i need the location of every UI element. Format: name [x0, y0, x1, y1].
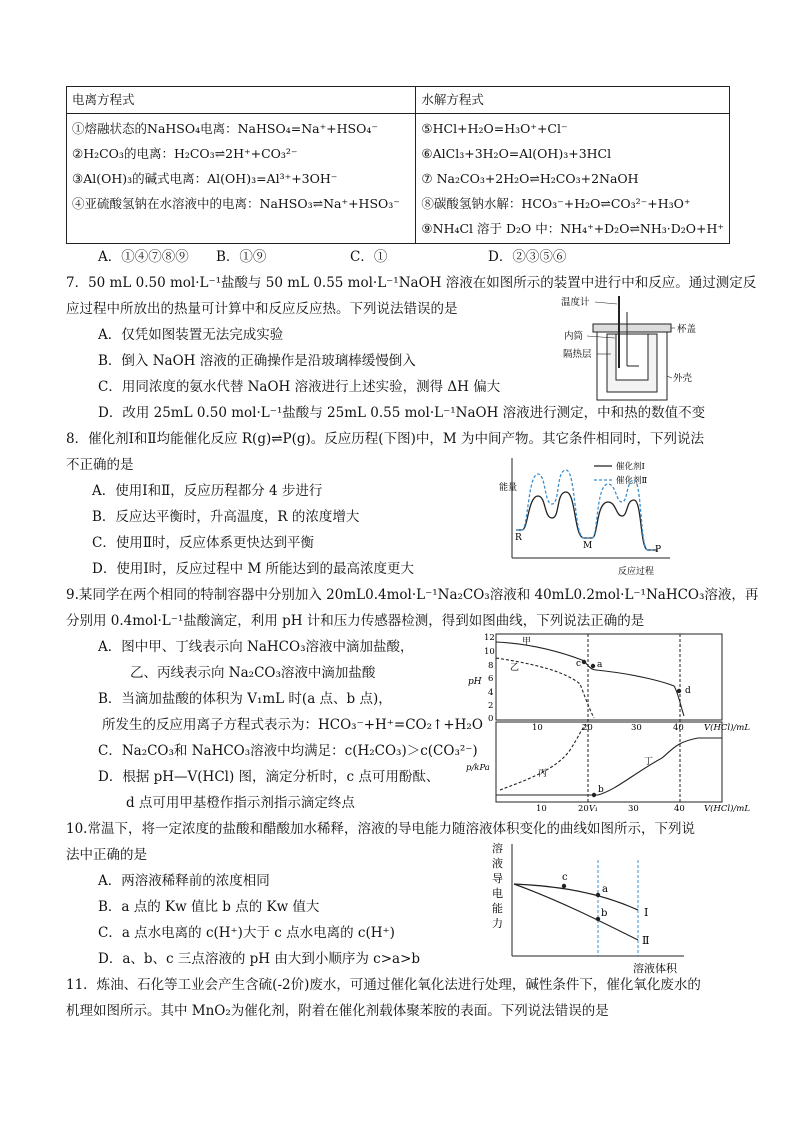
- point-b: [592, 793, 596, 797]
- q9-option-b-line1[interactable]: B．当滴加盐酸的体积为 V₁mL 时(a 点、b 点)，: [98, 691, 392, 707]
- v1-label: V₁: [589, 804, 598, 812]
- tick: 6: [488, 674, 494, 684]
- conductivity-axis-label: 溶液导电能力: [492, 842, 503, 930]
- point-a: [591, 664, 595, 668]
- label-jia: 甲: [522, 637, 532, 647]
- volume-axis-label: 溶液体积: [633, 962, 677, 975]
- table-header-hydrolysis: 水解方程式: [416, 87, 730, 114]
- legend-catalyst-1: 催化剂Ⅰ: [616, 462, 645, 472]
- ionization-column: [67, 114, 416, 244]
- tick: 0: [488, 714, 494, 724]
- calorimeter-figure: [555, 290, 705, 402]
- tick: 10: [484, 647, 495, 657]
- q6-option-c[interactable]: C．①: [350, 249, 388, 265]
- q11-stem-line2: 机理如图所示。其中 MnO₂为催化剂，附着在催化剂载体聚苯胺的表面。下列说法错误的是: [66, 1003, 609, 1019]
- q9-option-a-line1[interactable]: A．图中甲、丁线表示向 NaHCO₃溶液中滴加盐酸，: [98, 639, 414, 655]
- label-b: b: [598, 785, 604, 795]
- q10-option-a[interactable]: A．两溶液稀释前的浓度相同: [98, 873, 270, 889]
- tick: 2: [488, 701, 494, 711]
- q8-stem-line1: 8．催化剂Ⅰ和Ⅱ均能催化反应 R(g)⇌P(g)。反应历程(下图)中，M 为中间产物。其它条件相同时，下列说法: [66, 431, 704, 447]
- q7-option-a[interactable]: A．仅凭如图装置无法完成实验: [98, 327, 284, 343]
- q7-stem-line2: 应过程中所放出的热量可计算中和反应反应热。下列说法错误的是: [66, 301, 458, 317]
- lid-label: 杯盖: [677, 324, 697, 335]
- label-yi: 乙: [510, 663, 520, 673]
- label-c: c: [562, 872, 568, 883]
- q8-option-d[interactable]: D．使用Ⅰ时，反应过程中 M 所能达到的最高浓度更大: [92, 561, 415, 577]
- table-row: ⑧碳酸氢钠水解：HCO₃⁻+H₂O⇌CO₃²⁻+H₃O⁺: [421, 196, 691, 211]
- tick: 10: [532, 723, 543, 733]
- curve-II: [514, 884, 638, 940]
- legend-catalyst-2: 催化剂Ⅱ: [616, 476, 648, 486]
- ph-axis-label: pH: [468, 677, 482, 687]
- q7-stem-line1: 7．50 mL 0.50 mol·L⁻¹盐酸与 50 mL 0.55 mol·L⁻¹NaOH 溶液在如图所示的装置中进行中和反应。通过测定反: [66, 275, 757, 291]
- conductivity-figure: [488, 840, 688, 976]
- q6-option-a[interactable]: A．①④⑦⑧⑨: [98, 249, 189, 265]
- thermometer-label: 温度计: [561, 297, 590, 308]
- q9-option-d-line1[interactable]: D．根据 pH—V(HCl) 图，滴定分析时，c 点可用酚酞、: [98, 769, 440, 785]
- q9-option-d-line2: d 点可用甲基橙作指示剂指示滴定终点: [126, 795, 355, 811]
- tick: 10: [536, 804, 547, 812]
- q10-stem-line1: 10.常温下，将一定浓度的盐酸和醋酸加水稀释，溶液的导电能力随溶液体积变化的曲线如图所示，下列说: [66, 821, 695, 837]
- table-row: ①熔融状态的NaHSO₄电离：NaHSO₄=Na⁺+HSO₄⁻: [72, 121, 378, 136]
- q7-option-c[interactable]: C．用同浓度的氨水代替 NaOH 溶液进行上述实验，测得 ΔH 偏大: [98, 379, 501, 395]
- q6-option-b[interactable]: B．①⑨: [216, 249, 267, 265]
- q10-stem-line2: 法中正确的是: [66, 847, 147, 863]
- tick: 4: [488, 688, 494, 698]
- tick: 8: [488, 661, 494, 671]
- label-R: R: [515, 533, 522, 543]
- inner-label: 内筒: [564, 331, 584, 342]
- equation-table: [66, 86, 730, 244]
- point-c: [562, 884, 566, 888]
- insulation-label: 隔热层: [563, 349, 592, 360]
- point-c: [582, 660, 586, 664]
- q10-option-d[interactable]: D．a、b、c 三点溶液的 pH 由大到小顺序为 c>a>b: [98, 951, 421, 967]
- x-axis-label-bottom: V(HCl)/mL: [704, 804, 750, 812]
- point-d: [677, 689, 681, 693]
- energy-profile-figure: [498, 452, 688, 580]
- tick: 40: [674, 804, 685, 812]
- table-row: ⑥AlCl₃+3H₂O=Al(OH)₃+3HCl: [421, 146, 612, 161]
- q9-stem-line2: 分别用 0.4mol·L⁻¹盐酸滴定，利用 pH 计和压力传感器检测，得到如图曲线，下列说法正确的是: [66, 613, 645, 629]
- titration-figure: [466, 630, 756, 812]
- q9-option-c[interactable]: C．Na₂CO₃和 NaHCO₃溶液中均满足：c(H₂CO₃)＞c(CO₃²⁻): [98, 743, 478, 759]
- table-row: ④亚硫酸氢钠在水溶液中的电离：NaHSO₃⇌Na⁺+HSO₃⁻: [72, 196, 400, 211]
- table-row: ③Al(OH)₃的碱式电离：Al(OH)₃=Al³⁺+3OH⁻: [72, 171, 338, 186]
- tick: 20: [578, 804, 589, 812]
- reaction-axis-label: 反应过程: [618, 567, 655, 577]
- x-ticks-top: [532, 723, 684, 733]
- q9-option-a-line2: 乙、丙线表示向 Na₂CO₃溶液中滴加盐酸: [130, 665, 376, 681]
- table-row: ②H₂CO₃的电离：H₂CO₃⇌2H⁺+CO₃²⁻: [72, 146, 298, 161]
- label-P: P: [655, 545, 662, 555]
- curve-I: [514, 884, 638, 910]
- curve-bing: [500, 724, 586, 790]
- table-header-ionization: 电离方程式: [67, 87, 416, 114]
- pressure-axis-label: p/kPa: [466, 763, 490, 773]
- table-row: ⑤HCl+H₂O=H₃O⁺+Cl⁻: [421, 121, 568, 136]
- q9-stem-line1: 9.某同学在两个相同的特制容器中分别加入 20mL0.4mol·L⁻¹Na₂CO₃溶液和 40mL0.2mol·L⁻¹NaHCO₃溶液，再: [66, 587, 759, 603]
- shell-label: 外壳: [673, 373, 693, 384]
- curve-jia: [496, 642, 684, 716]
- tick: 40: [673, 723, 684, 733]
- label-I: Ⅰ: [644, 906, 649, 919]
- ph-ticks: [484, 633, 495, 724]
- q8-option-c[interactable]: C．使用Ⅱ时，反应体系更快达到平衡: [92, 535, 315, 551]
- q8-stem-line2: 不正确的是: [66, 457, 134, 473]
- q8-option-a[interactable]: A．使用Ⅰ和Ⅱ，反应历程都分 4 步进行: [92, 483, 323, 499]
- table-row: ⑨NH₄Cl 溶于 D₂O 中：NH₄⁺+D₂O⇌NH₃·D₂O+H⁺: [421, 221, 724, 236]
- label-II: Ⅱ: [642, 934, 650, 947]
- q7-option-b[interactable]: B．倒入 NaOH 溶液的正确操作是沿玻璃棒缓慢倒入: [98, 353, 416, 369]
- label-b: b: [601, 908, 608, 919]
- tick: 30: [631, 723, 642, 733]
- hydrolysis-column: [416, 114, 730, 244]
- label-ding: 丁: [644, 757, 654, 767]
- label-a: a: [602, 884, 608, 895]
- label-bing: 丙: [538, 769, 548, 779]
- tick: 12: [484, 633, 495, 643]
- q7-option-d[interactable]: D．改用 25mL 0.50 mol·L⁻¹盐酸与 25mL 0.55 mol·L⁻¹NaOH 溶液进行测定，中和热的数值不变: [98, 405, 706, 421]
- label-c: c: [576, 659, 582, 669]
- energy-axis-label: 能量: [499, 483, 518, 493]
- label-d: d: [685, 686, 691, 696]
- q9-option-b-line2: 所发生的反应用离子方程式表示为：HCO₃⁻+H⁺=CO₂↑+H₂O: [102, 717, 483, 733]
- q10-option-c[interactable]: C．a 点水电离的 c(H⁺)大于 c 点水电离的 c(H⁺): [98, 925, 395, 941]
- tick: 30: [628, 804, 639, 812]
- q6-option-d[interactable]: D．②③⑤⑥: [488, 249, 567, 265]
- table-row: ⑦ Na₂CO₃+2H₂O⇌H₂CO₃+2NaOH: [421, 171, 639, 186]
- tick: 20: [582, 723, 593, 733]
- curve-ding: [496, 738, 722, 795]
- q10-option-b[interactable]: B．a 点的 Kw 值比 b 点的 Kw 值大: [98, 899, 320, 915]
- q11-stem-line1: 11．炼油、石化等工业会产生含硫(-2价)废水，可通过催化氧化法进行处理，碱性条件下，催化氧化废水的: [66, 977, 701, 993]
- q8-option-b[interactable]: B．反应达平衡时，升高温度，R 的浓度增大: [92, 509, 360, 525]
- x-axis-label-top: V(HCl)/mL: [704, 723, 750, 733]
- x-ticks-bottom: [536, 804, 685, 812]
- label-M: M: [583, 541, 593, 551]
- point-b: [596, 917, 600, 921]
- label-a: a: [597, 660, 603, 670]
- point-a: [596, 893, 600, 897]
